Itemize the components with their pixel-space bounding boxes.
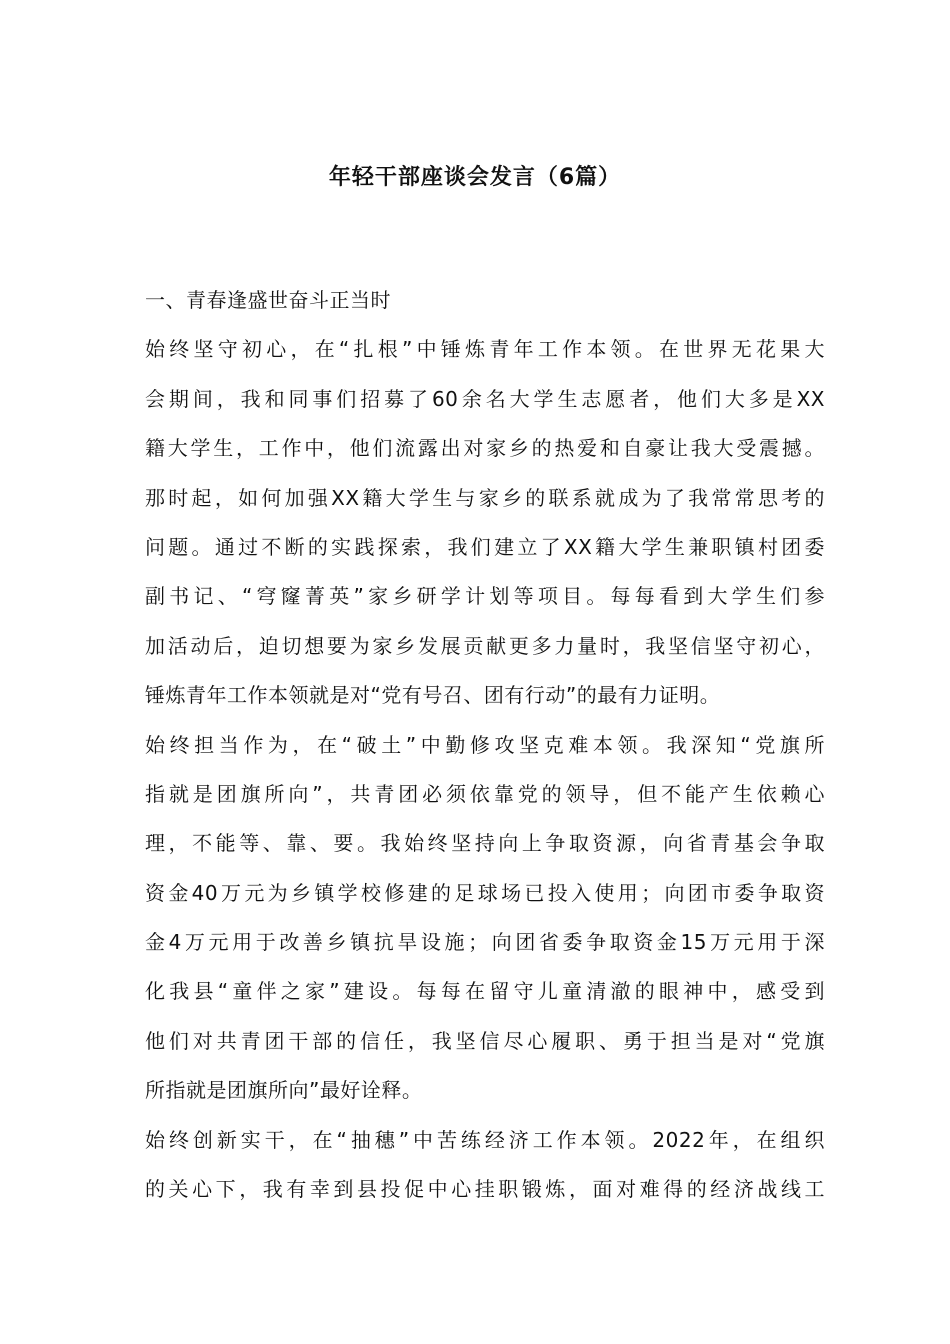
document-title: 年轻干部座谈会发言（6篇）	[328, 165, 622, 190]
text-line: 化我县“童伴之家”建设。每每在留守儿童清澈的眼神中，感受到	[145, 979, 825, 1004]
text-line: 问题。通过不断的实践探索，我们建立了XX籍大学生兼职镇村团委	[145, 534, 825, 559]
text-line: 锤炼青年工作本领就是对“党有号召、团有行动”的最有力证明。	[145, 683, 721, 708]
text-line: 会期间，我和同事们招募了60余名大学生志愿者，他们大多是XX	[145, 386, 825, 411]
text-line: 始终坚守初心，在“扎根”中锤炼青年工作本领。在世界无花果大	[145, 337, 825, 362]
document-body	[145, 282, 825, 1220]
text-line: 理，不能等、靠、要。我始终坚持向上争取资源，向省青基会争取	[145, 831, 825, 856]
text-line: 金4万元用于改善乡镇抗旱设施；向团省委争取资金15万元用于深	[145, 930, 825, 955]
text-line: 始终创新实干，在“抽穗”中苦练经济工作本领。2022年，在组织	[145, 1127, 825, 1152]
text-line: 始终担当作为，在“破土”中勤修攻坚克难本领。我深知“党旗所	[145, 732, 825, 757]
text-line: 指就是团旗所向”，共青团必须依靠党的领导，但不能产生依赖心	[145, 781, 825, 806]
text-line: 他们对共青团干部的信任，我坚信尽心履职、勇于担当是对“党旗	[145, 1028, 825, 1053]
text-line: 资金40万元为乡镇学校修建的足球场已投入使用；向团市委争取资	[145, 880, 825, 905]
text-line: 那时起，如何加强XX籍大学生与家乡的联系就成为了我常常思考的	[145, 485, 825, 510]
text-line: 加活动后，迫切想要为家乡发展贡献更多力量时，我坚信坚守初心，	[145, 633, 825, 658]
section-heading: 一、青春逢盛世奋斗正当时	[145, 288, 391, 312]
text-line: 籍大学生，工作中，他们流露出对家乡的热爱和自豪让我大受震撼。	[145, 436, 825, 461]
text-line: 所指就是团旗所向”最好诠释。	[145, 1078, 423, 1103]
text-line: 的关心下，我有幸到县投促中心挂职锻炼，面对难得的经济战线工	[145, 1177, 825, 1202]
text-line: 副书记、“穹窿菁英”家乡研学计划等项目。每每看到大学生们参	[145, 584, 825, 609]
